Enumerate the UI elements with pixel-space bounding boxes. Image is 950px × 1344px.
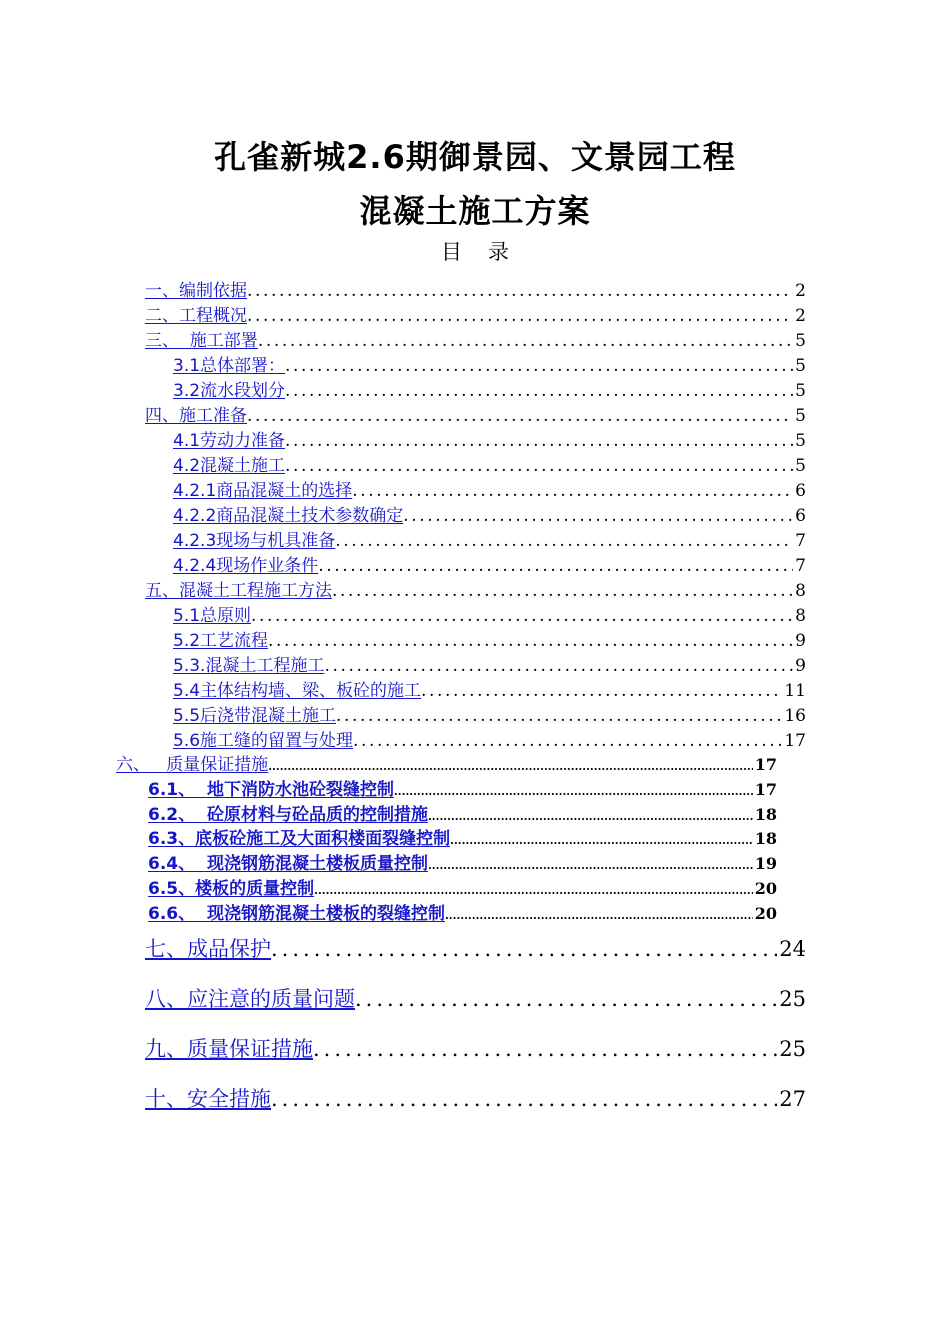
toc-leader (258, 331, 793, 351)
toc-page-number: 20 (754, 904, 777, 923)
toc-link[interactable]: 5.6施工缝的留置与处理 (173, 731, 354, 751)
toc-link[interactable]: 一、编制依据 (145, 281, 247, 301)
toc-link[interactable]: 3.2流水段划分 (173, 381, 286, 401)
toc-leader (353, 731, 782, 751)
toc-entry[interactable] (148, 800, 777, 824)
toc-link[interactable]: 三、 施工部署 (145, 331, 258, 351)
toc-link[interactable]: 6.4、 现浇钢筋混凝土楼板质量控制 (148, 854, 428, 874)
toc-link[interactable]: 6.5、楼板的质量控制 (148, 879, 315, 899)
toc-link[interactable]: 4.1劳动力准备 (173, 431, 286, 451)
toc-leader (285, 381, 793, 401)
toc-entry[interactable] (145, 676, 806, 700)
toc-entry[interactable] (116, 750, 777, 774)
toc-leader (332, 581, 793, 601)
toc-page-number: 16 (784, 706, 806, 726)
toc-leader (428, 859, 753, 872)
toc-link[interactable]: 6.1、 地下消防水池砼裂缝控制 (148, 780, 394, 800)
toc-link[interactable]: 4.2.4现场作业条件 (173, 556, 319, 576)
toc-leader (247, 406, 793, 426)
toc-page-number: 5 (795, 431, 806, 451)
toc-entry[interactable] (145, 701, 806, 725)
toc-page-number: 27 (779, 1087, 806, 1111)
toc-leader (271, 1087, 777, 1111)
toc-leader (285, 356, 793, 376)
toc-page-number: 20 (754, 879, 777, 898)
toc-link[interactable]: 4.2.3现场与机具准备 (173, 531, 336, 551)
toc-leader (268, 631, 793, 651)
toc-leader (428, 810, 753, 823)
toc-page-number: 7 (795, 556, 806, 576)
toc-entry[interactable] (148, 899, 777, 923)
toc-link[interactable]: 5.2工艺流程 (173, 631, 269, 651)
toc-leader (251, 606, 793, 626)
toc-link[interactable]: 六、 质量保证措施 (116, 755, 269, 775)
toc-link[interactable]: 五、混凝土工程施工方法 (145, 581, 332, 601)
toc-leader (247, 281, 793, 301)
toc-link[interactable]: 九、质量保证措施 (145, 1037, 313, 1061)
toc-leader (355, 987, 777, 1011)
toc-entry[interactable] (145, 426, 806, 450)
toc-page-number: 2 (795, 281, 806, 301)
toc-link[interactable]: 八、应注意的质量问题 (145, 987, 355, 1011)
toc-leader (335, 531, 793, 551)
toc-leader (445, 909, 753, 922)
toc-link[interactable]: 七、成品保护 (145, 937, 271, 961)
toc-entry[interactable] (145, 526, 806, 550)
toc-entry[interactable] (145, 376, 806, 400)
toc-leader (268, 760, 753, 773)
toc-page-number: 19 (754, 854, 777, 873)
toc-leader (352, 481, 793, 501)
toc-entry[interactable] (145, 576, 806, 600)
toc-link[interactable]: 3.1总体部署： (173, 356, 286, 376)
toc-page-number: 24 (779, 937, 806, 961)
toc-link[interactable]: 5.5后浇带混凝土施工 (173, 706, 337, 726)
toc-entry[interactable] (145, 501, 806, 525)
toc-leader (247, 306, 793, 326)
toc-leader (318, 556, 793, 576)
toc-entry[interactable] (148, 849, 777, 873)
toc-link[interactable]: 4.2.1商品混凝土的选择 (173, 481, 353, 501)
toc-leader (324, 656, 793, 676)
toc-page-number: 25 (779, 1037, 806, 1061)
toc-leader (403, 506, 793, 526)
toc-page-number: 2 (795, 306, 806, 326)
toc-page-number: 18 (754, 805, 777, 824)
toc-link[interactable]: 二、工程概况 (145, 306, 247, 326)
toc-page-number: 11 (784, 681, 806, 701)
toc-page-number: 7 (795, 531, 806, 551)
toc-leader (450, 834, 753, 847)
toc-entry[interactable] (148, 824, 777, 848)
toc-entry[interactable] (145, 326, 806, 350)
toc-page-number: 5 (795, 331, 806, 351)
toc-page-number: 25 (779, 987, 806, 1011)
toc-page-number: 9 (795, 656, 806, 676)
toc-entry[interactable] (145, 276, 806, 300)
toc-entry[interactable] (145, 626, 806, 650)
toc-page-number: 5 (795, 406, 806, 426)
toc-page-number: 9 (795, 631, 806, 651)
toc-entry[interactable] (145, 551, 806, 575)
toc-entry[interactable] (145, 601, 806, 625)
toc-leader (285, 456, 793, 476)
toc-entry[interactable] (145, 1033, 806, 1065)
toc-leader (285, 431, 793, 451)
toc-entry[interactable] (145, 476, 806, 500)
toc-leader (314, 884, 753, 897)
toc-page-number: 17 (754, 780, 777, 799)
toc-entry[interactable] (145, 301, 806, 325)
toc-link[interactable]: 5.1总原则 (173, 606, 252, 626)
toc-entry[interactable] (148, 874, 777, 898)
document-title-line-1: 孔雀新城2.6期御景园、文景园工程 (214, 138, 736, 176)
toc-leader (313, 1037, 777, 1061)
toc-link[interactable]: 5.3.混凝土工程施工 (173, 656, 325, 676)
toc-page-number: 6 (795, 506, 806, 526)
toc-page-number: 18 (754, 829, 777, 848)
toc-page-number: 5 (795, 456, 806, 476)
toc-link[interactable]: 6.3、底板砼施工及大面积楼面裂缝控制 (148, 829, 451, 849)
toc-entry[interactable] (145, 1083, 806, 1115)
toc-leader (336, 706, 782, 726)
toc-link[interactable]: 四、施工准备 (145, 406, 247, 426)
toc-link[interactable]: 4.2.2商品混凝土技术参数确定 (173, 506, 404, 526)
toc-leader (271, 937, 777, 961)
toc-entry[interactable] (145, 651, 806, 675)
toc-entry[interactable] (148, 775, 777, 799)
toc-page-number: 5 (795, 381, 806, 401)
toc-page-number: 6 (795, 481, 806, 501)
toc-link[interactable]: 5.4主体结构墙、梁、板砼的施工 (173, 681, 422, 701)
toc-link[interactable]: 6.6、 现浇钢筋混凝土楼板的裂缝控制 (148, 904, 445, 924)
toc-page-number: 17 (784, 731, 806, 751)
toc-entry[interactable] (145, 401, 806, 425)
toc-page-number: 8 (795, 606, 806, 626)
toc-leader (421, 681, 782, 701)
toc-entry[interactable] (145, 451, 806, 475)
toc-entry[interactable] (145, 726, 806, 750)
toc-page-number: 8 (795, 581, 806, 601)
toc-leader (394, 785, 753, 798)
toc-page-number: 17 (754, 755, 777, 774)
toc-link[interactable]: 4.2混凝土施工 (173, 456, 286, 476)
toc-entry[interactable] (145, 351, 806, 375)
toc-link[interactable]: 十、安全措施 (145, 1087, 271, 1111)
toc-entry[interactable] (145, 983, 806, 1015)
toc-entry[interactable] (145, 933, 806, 965)
toc-heading: 目录 (441, 240, 535, 264)
toc-page-number: 5 (795, 356, 806, 376)
document-title-line-2: 混凝土施工方案 (359, 192, 591, 230)
toc-link[interactable]: 6.2、 砼原材料与砼品质的控制措施 (148, 805, 428, 825)
